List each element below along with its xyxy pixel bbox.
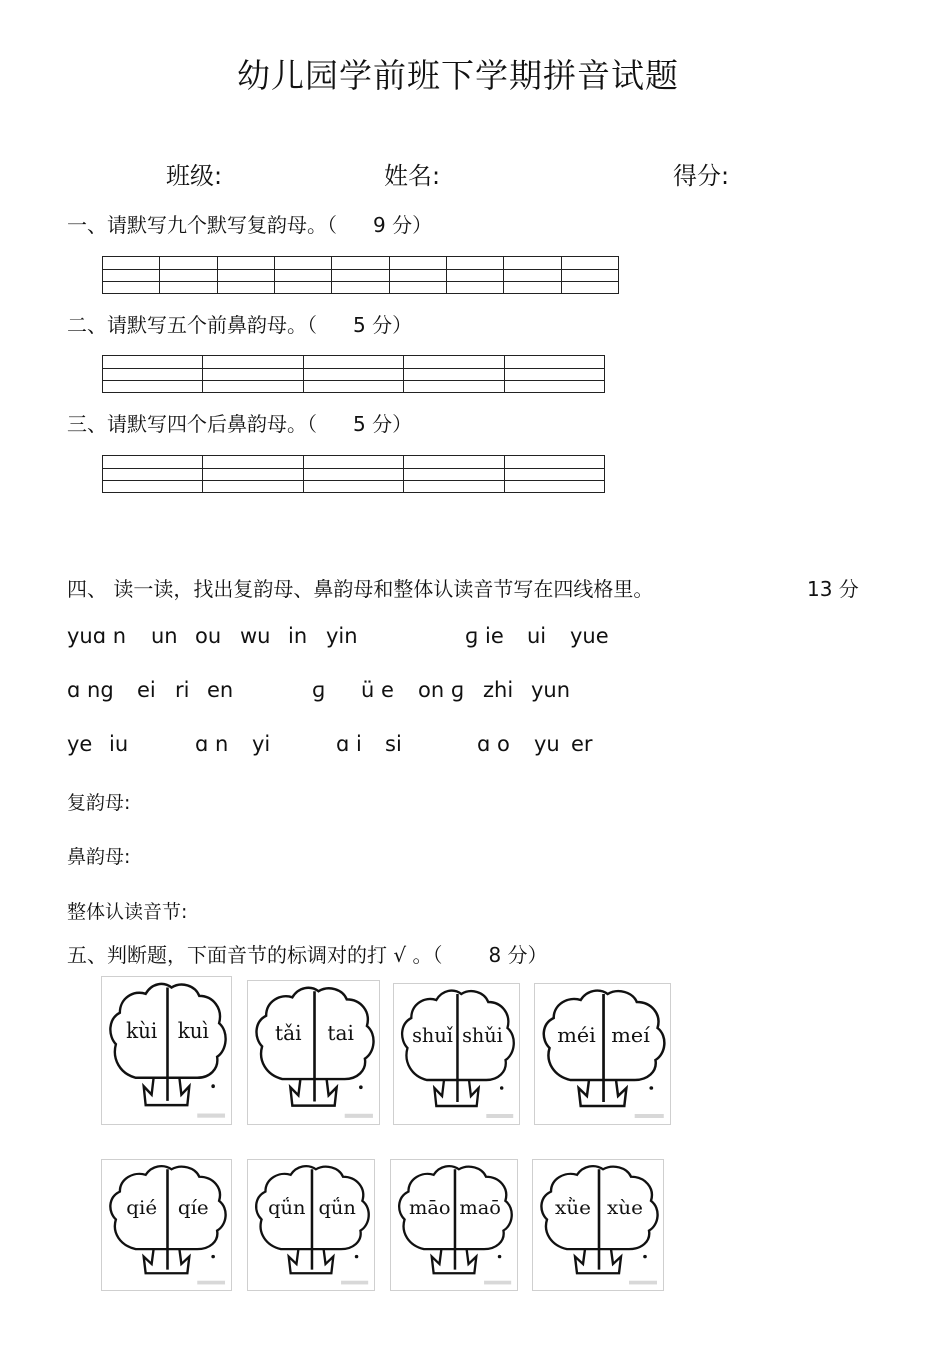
question-4-score: 13 分	[807, 577, 859, 601]
tree-card-drawing	[391, 1160, 517, 1290]
syllable-card[interactable]	[534, 983, 671, 1125]
question-2-text: 二、请默写五个前鼻韵母。（	[67, 313, 317, 337]
tree-card-drawing	[533, 1160, 663, 1290]
syllable-right: maō	[459, 1197, 501, 1219]
syllable: yuɑ n	[67, 624, 127, 648]
grid-cell[interactable]	[404, 456, 504, 492]
answer-dot	[649, 1086, 653, 1090]
question-4-text: 四、 读一读，找出复韵母、鼻韵母和整体认读音节写在四线格里。	[67, 577, 654, 601]
syllable: ɑ ng	[67, 678, 114, 702]
syllable-right: qǘn	[318, 1197, 356, 1219]
syllable: yu	[534, 732, 560, 756]
grid-cell[interactable]	[103, 456, 203, 492]
syllable-left: māo	[408, 1197, 451, 1219]
answer-grid-1[interactable]	[102, 256, 619, 294]
tree-card-drawing	[248, 981, 379, 1124]
grid-cell[interactable]	[505, 356, 604, 392]
syllable: yue	[570, 624, 609, 648]
syllable-right: tai	[327, 1021, 354, 1046]
grid-cell[interactable]	[562, 257, 618, 293]
answer-dot	[355, 1255, 358, 1258]
grid-cell[interactable]	[404, 356, 504, 392]
question-5	[67, 939, 548, 968]
grid-cell[interactable]	[505, 456, 604, 492]
answer-dot	[211, 1084, 215, 1088]
answer-dot	[498, 1255, 501, 1258]
syllable-left: tǎi	[275, 1021, 302, 1046]
syllable-card[interactable]	[101, 1159, 232, 1291]
syllable-card[interactable]	[247, 1159, 375, 1291]
syllable-right: kuì	[177, 1018, 209, 1044]
syllable-left: qǘn	[268, 1197, 306, 1219]
syllable-left: xǜe	[555, 1196, 591, 1219]
syllable: ü e	[361, 678, 394, 702]
watermark-mark	[345, 1114, 373, 1118]
syllable: ɑ n	[195, 732, 229, 756]
answer-dot	[359, 1085, 363, 1089]
class-label: 班级:	[166, 162, 223, 190]
syllable: iu	[109, 732, 129, 756]
grid-cell[interactable]	[103, 356, 203, 392]
syllable: yin	[326, 624, 358, 648]
syllable-left: shuǐ	[412, 1023, 453, 1048]
grid-cell[interactable]	[304, 356, 404, 392]
syllable: in	[288, 624, 308, 648]
tree-card-drawing	[102, 1160, 231, 1290]
syllable: ɑ i	[336, 732, 362, 756]
syllable-right: meí	[611, 1023, 650, 1047]
syllable-left: méi	[557, 1023, 596, 1047]
answer-grid-3[interactable]	[102, 455, 605, 493]
grid-cell[interactable]	[218, 257, 275, 293]
answer-dot	[211, 1255, 215, 1258]
syllable-right: qíe	[177, 1196, 209, 1219]
syllable-card[interactable]	[247, 980, 380, 1125]
answer-label-nasal-finals: 鼻韵母:	[67, 846, 131, 868]
tree-card-drawing	[535, 984, 670, 1124]
tree-card-drawing	[248, 1160, 374, 1290]
syllable: wu	[240, 624, 271, 648]
watermark-mark	[486, 1114, 513, 1118]
question-1	[67, 209, 432, 238]
grid-cell[interactable]	[504, 257, 561, 293]
grid-cell[interactable]	[447, 257, 504, 293]
syllable: yi	[252, 732, 271, 756]
question-5-text: 五、判断题，下面音节的标调对的打 √ 。（	[67, 943, 443, 967]
tree-card-drawing	[394, 984, 519, 1124]
syllable: en	[207, 678, 234, 702]
name-label: 姓名:	[384, 162, 441, 190]
grid-cell[interactable]	[203, 356, 303, 392]
grid-cell[interactable]	[332, 257, 389, 293]
syllable: ɡ ie	[465, 624, 504, 648]
question-5-score: 8 分）	[488, 943, 548, 967]
answer-grid-2[interactable]	[102, 355, 605, 393]
syllable: er	[571, 732, 593, 756]
tree-card-drawing	[102, 977, 231, 1124]
watermark-mark	[629, 1281, 657, 1285]
question-2	[67, 309, 412, 338]
syllable: ou	[195, 624, 222, 648]
question-3-score: 5 分）	[353, 412, 413, 436]
grid-cell[interactable]	[160, 257, 217, 293]
question-3	[67, 408, 412, 437]
page-title: 幼儿园学前班下学期拼音试题	[237, 56, 679, 95]
answer-dot	[643, 1255, 647, 1258]
syllable-card[interactable]	[393, 983, 520, 1125]
syllable: ui	[527, 624, 547, 648]
syllable: yun	[531, 678, 571, 702]
syllable-card[interactable]	[532, 1159, 664, 1291]
syllable: ei	[137, 678, 156, 702]
syllable: ɡ	[312, 678, 326, 702]
grid-cell[interactable]	[304, 456, 404, 492]
grid-cell[interactable]	[203, 456, 303, 492]
question-3-text: 三、请默写四个后鼻韵母。（	[67, 412, 317, 436]
syllable-right: shǔi	[462, 1023, 503, 1048]
answer-label-whole-syllables: 整体认读音节:	[67, 901, 188, 923]
watermark-mark	[197, 1114, 225, 1118]
grid-cell[interactable]	[390, 257, 447, 293]
watermark-mark	[197, 1281, 225, 1285]
question-1-score: 9 分）	[373, 213, 433, 237]
score-label: 得分:	[673, 162, 730, 190]
question-1-text: 一、请默写九个默写复韵母。（	[67, 213, 337, 237]
watermark-mark	[341, 1281, 368, 1285]
watermark-mark	[635, 1114, 664, 1118]
answer-label-compound-finals: 复韵母:	[67, 792, 131, 814]
syllable-right: xùe	[607, 1196, 643, 1219]
syllable: on ɡ	[418, 678, 465, 702]
syllable: un	[151, 624, 178, 648]
syllable: ye	[67, 732, 93, 756]
syllable: zhi	[483, 678, 514, 702]
syllable: si	[385, 732, 402, 756]
answer-dot	[500, 1086, 503, 1090]
watermark-mark	[484, 1281, 511, 1285]
syllable-card[interactable]	[390, 1159, 518, 1291]
syllable-left: kùi	[126, 1018, 158, 1044]
syllable-left: qié	[126, 1196, 158, 1219]
syllable: ri	[175, 678, 190, 702]
grid-cell[interactable]	[103, 257, 160, 293]
grid-cell[interactable]	[275, 257, 332, 293]
syllable: ɑ o	[477, 732, 510, 756]
question-2-score: 5 分）	[353, 313, 413, 337]
syllable-card[interactable]	[101, 976, 232, 1125]
